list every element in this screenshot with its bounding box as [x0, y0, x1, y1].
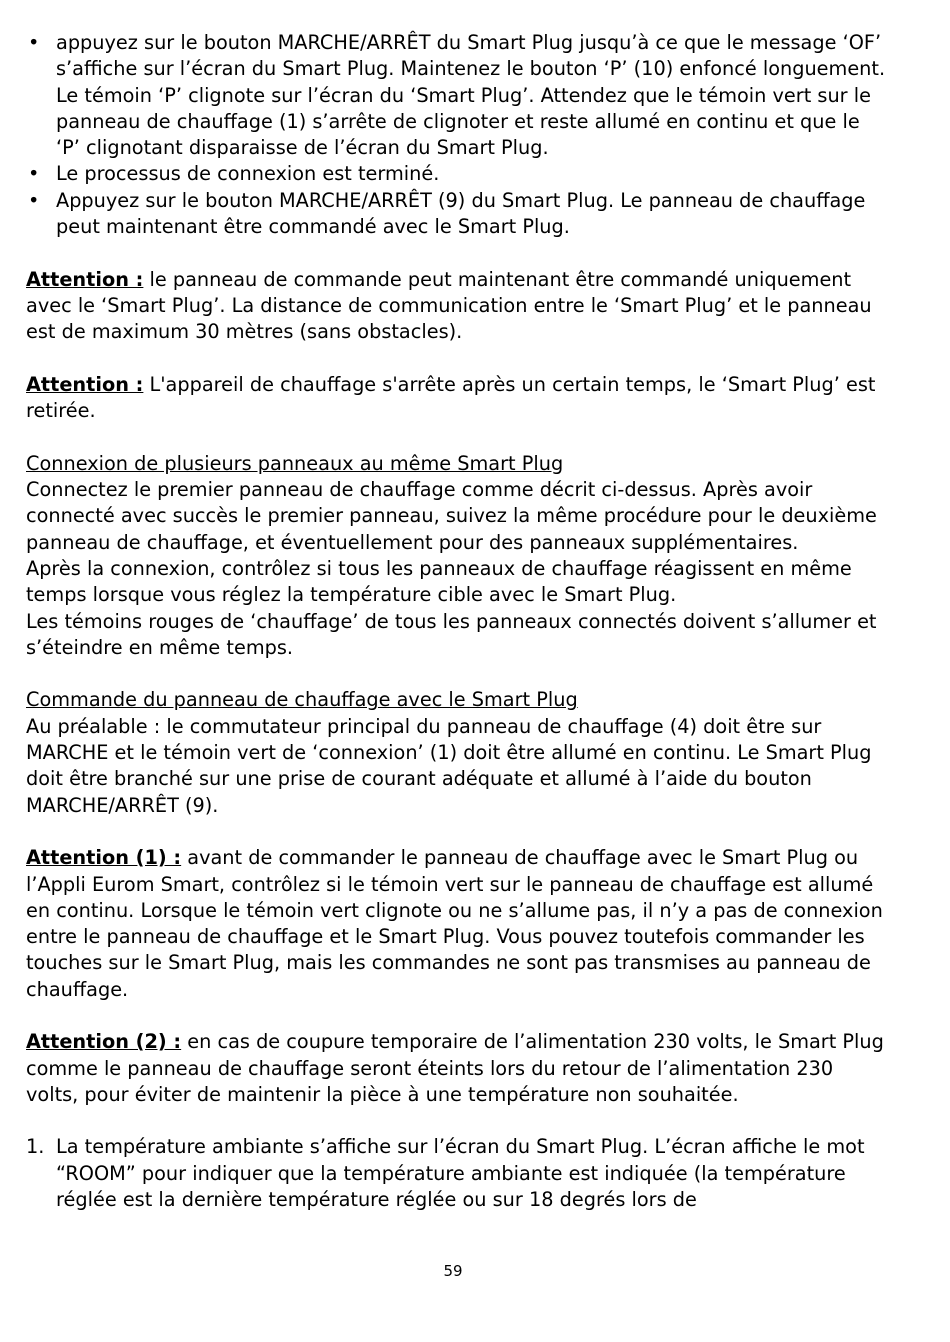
paragraph: Au préalable : le commutateur principal du panneau de chauffage (4) doit être sur MARCHE et le témoin vert de ‘connexion’ (1) doit être allumé en continu. Le Smart Plug doit être branché sur une prise de courant adéquate et allumé à l’aide du bouton MARCHE/ARRÊT (9).: [26, 714, 872, 817]
paragraph: Les témoins rouges de ‘chauffage’ de tous les panneaux connectés doivent s’allumer et s’éteindre en même temps.: [26, 609, 877, 659]
attention-label: Attention :: [26, 372, 144, 396]
numbered-item: [26, 1134, 886, 1213]
attention-note: [26, 267, 886, 346]
item-number: 1.: [26, 1135, 45, 1159]
page-number: 59: [443, 1262, 463, 1280]
section-heading: Commande du panneau de chauffage avec le Smart Plug: [26, 688, 578, 712]
paragraph: Après la connexion, contrôlez si tous les panneaux de chauffage réagissent en même temps lorsque vous réglez la température cible avec le Smart Plug.: [26, 556, 852, 607]
attention-note: [26, 845, 886, 1003]
attention-label: Attention (1) :: [26, 846, 182, 870]
document-page: [26, 30, 886, 1213]
attention-text: L'appareil de chauffage s'arrête après un certain temps, le ‘Smart Plug’ est retirée.: [26, 372, 876, 423]
numbered-list: [26, 1134, 886, 1213]
attention-label: Attention (2) :: [26, 1030, 182, 1054]
bullet-item: • Appuyez sur le bouton MARCHE/ARRÊT (9) du Smart Plug. Le panneau de chauffage peut maintenant être commandé avec le Smart Plug.: [26, 188, 886, 241]
attention-text: avant de commander le panneau de chauffage avec le Smart Plug ou l’Appli Eurom Smart, contrôlez si le témoin vert sur le panneau de chauffage est allumé en continu. Lorsque le témoin vert clignote ou ne s’allume pas, il n’y a pas de connexion entre le panneau de chauffage et le Smart Plug. Vous pouvez toutefois commander les touches sur le Smart Plug, mais les commandes ne sont pas transmises au panneau de chauffage.: [26, 846, 883, 1001]
attention-note: [26, 1029, 886, 1108]
section-heading: Connexion de plusieurs panneaux au même Smart Plug: [26, 451, 564, 475]
bullet-item: • Le processus de connexion est terminé.: [26, 161, 886, 187]
bullet-list: [26, 30, 886, 240]
attention-text: en cas de coupure temporaire de l’alimentation 230 volts, le Smart Plug comme le panneau de chauffage seront éteints lors du retour de l’alimentation 230 volts, pour éviter de maintenir la pièce à une température non souhaitée.: [26, 1030, 884, 1106]
attention-text: le panneau de commande peut maintenant être commandé uniquement avec le ‘Smart Plug’. La distance de communication entre le ‘Smart Plug’ et le panneau est de maximum 30 mètres (sans obstacles).: [26, 267, 872, 344]
attention-label: Attention :: [26, 267, 144, 291]
bullet-item: • appuyez sur le bouton MARCHE/ARRÊT du Smart Plug jusqu’à ce que le message ‘OF’ s’affiche sur l’écran du Smart Plug. Maintenez le bouton ‘P’ (10) enfoncé longuement. Le témoin ‘P’ clignote sur l’écran du ‘Smart Plug’. Attendez que le témoin vert sur le panneau de chauffage (1) s’arrête de clignoter et reste allumé en continu et que le ‘P’ clignotant disparaisse de l’écran du Smart Plug.: [26, 30, 886, 161]
item-text: La température ambiante s’affiche sur l’écran du Smart Plug. L’écran affiche le mot “ROOM” pour indiquer que la température ambiante est indiquée (la température réglée est la dernière température réglée ou sur 18 degrés lors de: [56, 1135, 865, 1212]
attention-note: [26, 372, 886, 425]
paragraph: Connectez le premier panneau de chauffage comme décrit ci-dessus. Après avoir connecté avec succès le premier panneau, suivez la même procédure pour le deuxième panneau de chauffage, et éventuellement pour des panneaux supplémentaires.: [26, 478, 877, 554]
